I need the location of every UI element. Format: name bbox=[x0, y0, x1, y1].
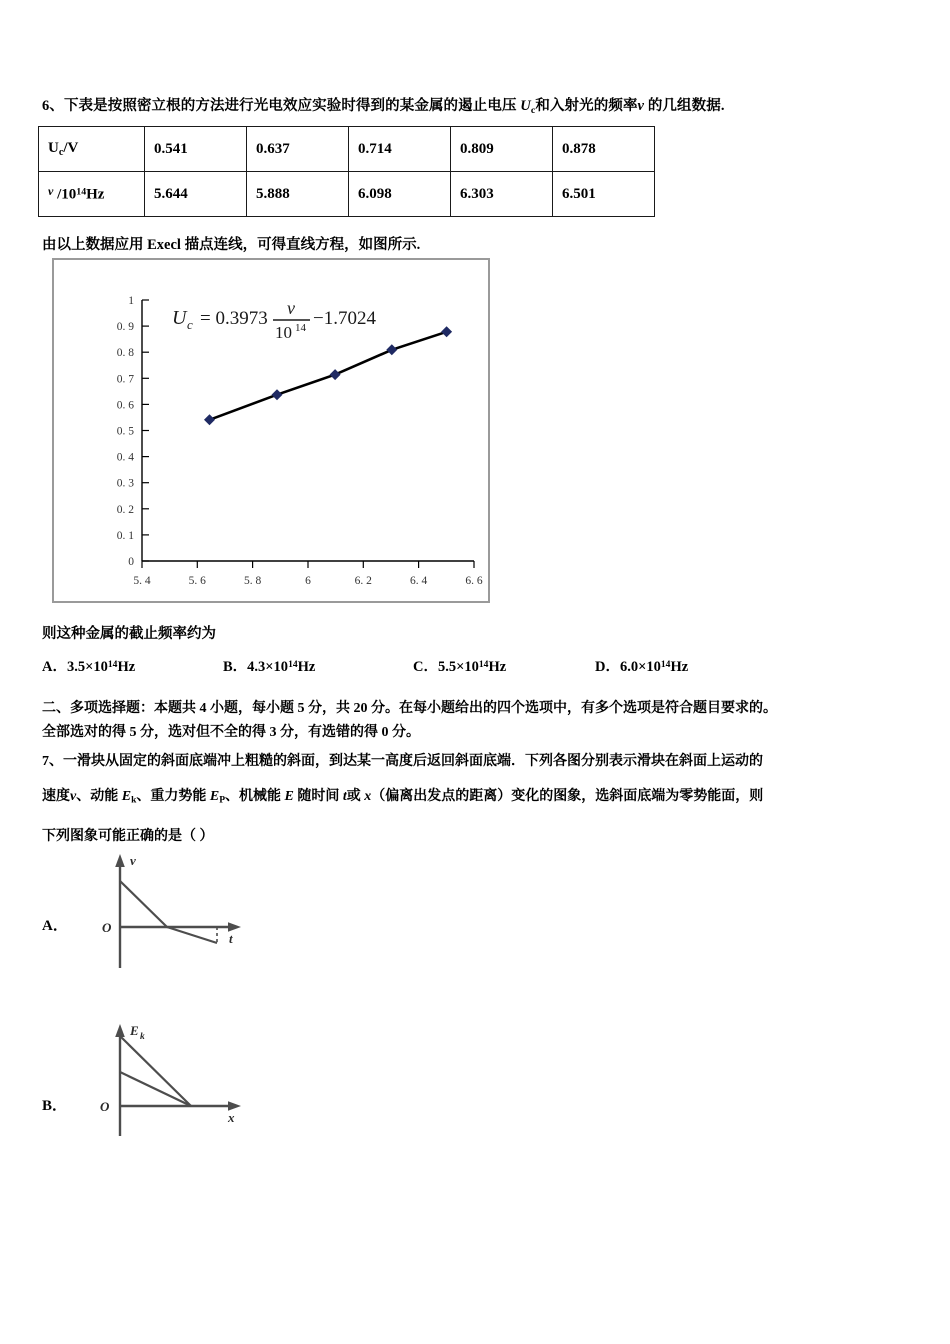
option-c-exponent: 14 bbox=[478, 658, 489, 670]
equation-eq: = 0.3973 bbox=[200, 308, 268, 329]
chart-intro-app-name: Execl bbox=[147, 237, 181, 253]
table-cell: 0.809 bbox=[451, 127, 553, 172]
q7-symbol-ek: E bbox=[121, 789, 132, 804]
q6-symbol-nu: ν bbox=[637, 98, 645, 114]
option-c-letter: C． bbox=[413, 659, 438, 675]
y-tick-labels bbox=[117, 295, 135, 568]
table-row-voltage bbox=[39, 127, 655, 172]
figure-b-y-label: E bbox=[130, 1023, 139, 1038]
figure-a-y-label: v bbox=[130, 853, 136, 868]
y-tick-label: 0. 2 bbox=[116, 503, 134, 516]
option-c-value: 5.5×10 bbox=[437, 659, 479, 675]
x-tick-labels bbox=[133, 575, 483, 587]
x-tick-label: 5. 8 bbox=[243, 575, 262, 587]
q6-stem-pre: 6、下表是按照密立根的方法进行光电效应实验时得到的某金属的遏止电压 bbox=[42, 98, 521, 114]
option-a-exponent: 14 bbox=[107, 658, 118, 670]
question-7 bbox=[42, 744, 922, 854]
table-cell: 0.714 bbox=[349, 127, 451, 172]
y-tick-label: 0. 4 bbox=[116, 451, 134, 464]
equation-lhs-sub: c bbox=[187, 317, 193, 332]
figure-b-svg bbox=[78, 1018, 258, 1148]
q7-symbol-ep-sub: P bbox=[219, 795, 226, 806]
option-figure-a-letter: A． bbox=[42, 918, 68, 934]
figure-b-curve-lower bbox=[120, 1072, 191, 1106]
q7-p7: （偏离出发点的距离）变化的图象，选斜面底端为零势能面，则 bbox=[371, 789, 764, 804]
figure-a-curve-deceleration bbox=[120, 881, 167, 927]
photoelectric-data-table bbox=[38, 126, 655, 217]
option-c-unit: Hz bbox=[488, 659, 507, 675]
q7-symbol-e: E bbox=[284, 789, 294, 804]
option-d-value: 6.0×10 bbox=[619, 659, 661, 675]
data-point bbox=[204, 414, 215, 425]
table-cell: 0.637 bbox=[247, 127, 349, 172]
option-b-unit: Hz bbox=[297, 659, 316, 675]
option-d-unit: Hz bbox=[670, 659, 689, 675]
table-cell: 0.878 bbox=[553, 127, 655, 172]
option-d-exponent: 14 bbox=[660, 658, 671, 670]
chart-svg bbox=[54, 260, 488, 601]
y-axis-ticks bbox=[142, 300, 149, 561]
table-cell: 0.541 bbox=[145, 127, 247, 172]
photoelectric-chart bbox=[52, 258, 490, 603]
y-tick-label: 0. 6 bbox=[116, 399, 134, 412]
x-tick-label: 5. 6 bbox=[188, 575, 206, 587]
data-point bbox=[441, 326, 452, 337]
table-cell: 5.644 bbox=[145, 172, 247, 217]
q6-symbol-uc-sub: c bbox=[530, 104, 536, 116]
option-b-exponent: 14 bbox=[288, 658, 298, 670]
figure-b-x-label: x bbox=[228, 1110, 235, 1125]
question-7-line-1: 7、一滑块从固定的斜面底端冲上粗糙的斜面，到达某一高度后返回斜面底端．下列各图分别表示滑块在斜面上运动的 bbox=[42, 754, 763, 769]
chart-intro-text bbox=[42, 233, 420, 254]
question-6-stem bbox=[42, 96, 922, 121]
equation-frac-denominator: 10 bbox=[275, 323, 292, 342]
equation-frac-denominator-exp: 14 bbox=[295, 322, 306, 334]
table-cell: 6.501 bbox=[553, 172, 655, 217]
data-point bbox=[330, 369, 341, 380]
equation-rhs: −1.7024 bbox=[313, 308, 376, 329]
table-row-frequency bbox=[39, 172, 655, 217]
q6-symbol-uc: U bbox=[520, 98, 531, 114]
q7-p5: 随时间 bbox=[293, 789, 343, 804]
data-point bbox=[386, 344, 397, 355]
x-tick-label: 6. 6 bbox=[465, 575, 483, 587]
q7-symbol-ep: E bbox=[209, 789, 220, 804]
option-figure-b[interactable] bbox=[42, 1018, 262, 1148]
q7-p6: 或 bbox=[346, 789, 365, 804]
x-axis-ticks bbox=[142, 561, 474, 568]
figure-b-curve-upper bbox=[120, 1036, 191, 1106]
figure-a-curve-return bbox=[167, 927, 217, 943]
section-2-line-1: 二、多项选择题：本题共 4 小题，每小题 5 分，共 20 分。在每小题给出的四个选项中，有多个选项是符合题目要求的。 bbox=[42, 701, 777, 716]
x-tick-label: 5. 4 bbox=[133, 575, 151, 587]
y-tick-label: 0. 8 bbox=[116, 347, 134, 360]
table-cell: 5.888 bbox=[247, 172, 349, 217]
figure-a-y-axis-arrow bbox=[115, 854, 125, 867]
table-header-nu bbox=[39, 172, 145, 217]
table-header-uc bbox=[39, 127, 145, 172]
option-a-value: 3.5×10 bbox=[66, 659, 108, 675]
header-nu-symbol: ν bbox=[48, 184, 54, 199]
option-b-letter: B． bbox=[223, 659, 248, 675]
question-7-line-2 bbox=[42, 779, 922, 819]
header-nu-exp: 14 bbox=[76, 186, 87, 198]
section-2-heading bbox=[42, 697, 922, 745]
option-a-letter: A． bbox=[42, 659, 67, 675]
option-a-unit: Hz bbox=[117, 659, 136, 675]
trend-line bbox=[210, 332, 447, 420]
q7-p1: 速度 bbox=[42, 789, 70, 804]
chart-equation bbox=[172, 298, 376, 342]
header-uc-unit: /V bbox=[63, 140, 79, 157]
figure-b-y-axis-arrow bbox=[115, 1024, 125, 1037]
equation-lhs: U bbox=[172, 307, 187, 329]
question-6-ask: 则这种金属的截止频率约为 bbox=[42, 626, 216, 642]
q7-symbol-t: t bbox=[342, 789, 347, 804]
option-figure-a[interactable] bbox=[42, 848, 262, 976]
section-2-line-2: 全部选对的得 5 分，选对但不全的得 3 分，有选错的得 0 分。 bbox=[42, 725, 420, 740]
figure-a-x-label: t bbox=[229, 931, 233, 946]
header-uc-symbol: U bbox=[48, 140, 59, 157]
figure-a-svg bbox=[78, 848, 258, 976]
y-tick-label: 0. 1 bbox=[116, 529, 134, 542]
q7-symbol-x: x bbox=[364, 789, 372, 804]
q7-p4: 、机械能 bbox=[225, 789, 285, 804]
header-nu-unit: Hz bbox=[86, 186, 105, 203]
option-b-value: 4.3×10 bbox=[247, 659, 289, 675]
y-tick-label: 0. 5 bbox=[116, 425, 134, 438]
option-c[interactable] bbox=[413, 655, 595, 676]
q6-stem-mid: 和入射光的频率 bbox=[535, 98, 638, 114]
chart-intro-pre: 由以上数据应用 bbox=[42, 237, 148, 253]
question-7-line-3: 下列图象可能正确的是（ ） bbox=[42, 828, 214, 844]
y-tick-label: 0 bbox=[128, 556, 134, 568]
x-tick-label: 6 bbox=[305, 575, 311, 587]
equation-frac-numerator: ν bbox=[287, 298, 295, 318]
option-a[interactable] bbox=[42, 655, 223, 676]
q7-symbol-ek-sub: k bbox=[131, 795, 137, 806]
figure-b-y-label-sub: k bbox=[140, 1032, 145, 1042]
figure-b-origin-label: O bbox=[100, 1099, 110, 1114]
y-tick-label: 0. 7 bbox=[116, 373, 134, 386]
chart-intro-post: 描点连线，可得直线方程，如图所示. bbox=[180, 237, 421, 253]
y-tick-label: 0. 3 bbox=[116, 477, 134, 490]
header-uc-sub: c bbox=[58, 146, 64, 158]
question-6-options bbox=[42, 655, 922, 676]
y-tick-label: 1 bbox=[128, 295, 134, 307]
x-tick-label: 6. 2 bbox=[354, 575, 372, 587]
q7-p3: 、重力势能 bbox=[136, 789, 210, 804]
table-cell: 6.098 bbox=[349, 172, 451, 217]
y-tick-label: 0. 9 bbox=[116, 321, 134, 334]
option-figure-b-letter: B． bbox=[42, 1098, 68, 1114]
figure-a-origin-label: O bbox=[102, 920, 112, 935]
q7-symbol-v: v bbox=[70, 789, 77, 804]
table-cell: 6.303 bbox=[451, 172, 553, 217]
q7-p2: 、动能 bbox=[76, 789, 122, 804]
q6-stem-post: 的几组数据. bbox=[644, 98, 725, 114]
option-d[interactable] bbox=[595, 655, 688, 676]
x-tick-label: 6. 4 bbox=[409, 575, 428, 587]
option-b[interactable] bbox=[223, 655, 413, 676]
header-nu-tail: /10 bbox=[53, 186, 77, 203]
option-d-letter: D． bbox=[595, 659, 620, 675]
data-point bbox=[272, 389, 283, 400]
